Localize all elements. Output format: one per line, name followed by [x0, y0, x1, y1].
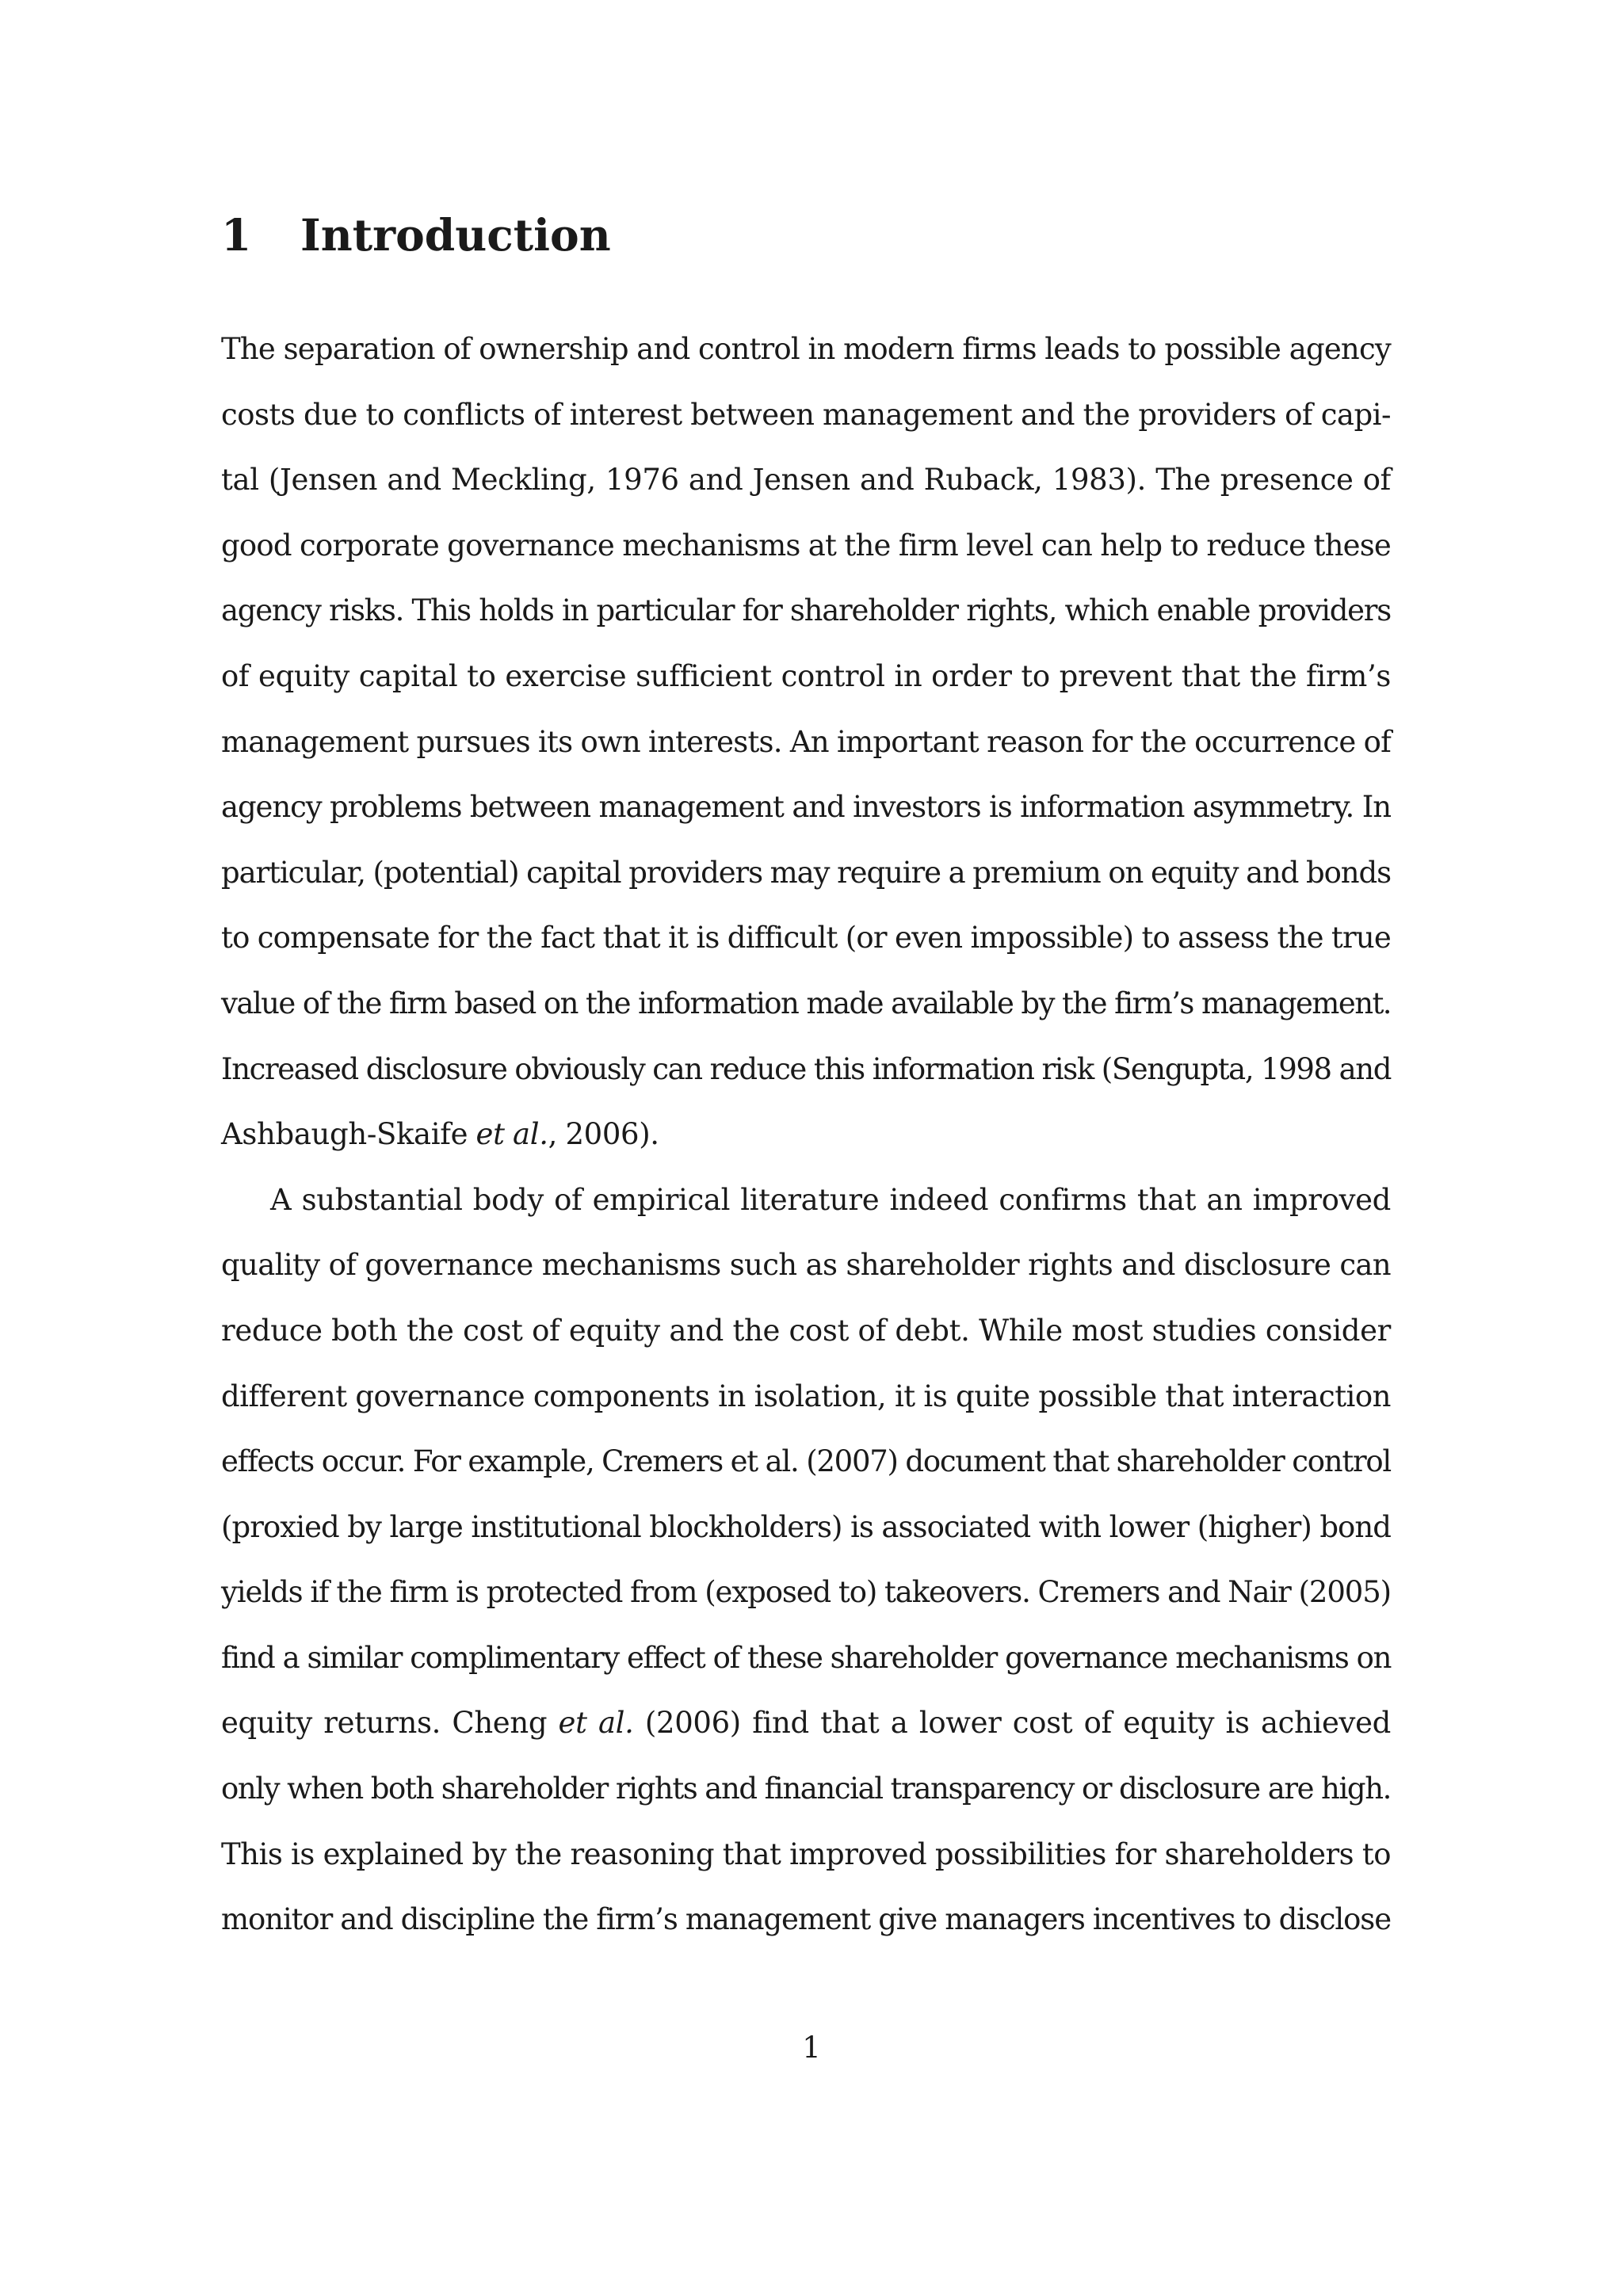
text-span: equity returns. Cheng [221, 1706, 559, 1741]
paragraph-2 [221, 1168, 1391, 1953]
text-line: (proxied by large institutional blockholders) is associated with lower (higher) bond [221, 1509, 1391, 1544]
text-line: agency problems between management and investors is information asymmetry. In [221, 790, 1391, 825]
text-line: find a similar complimentary effect of these shareholder governance mechanisms on [221, 1640, 1391, 1675]
text-line: good corporate governance mechanisms at the firm level can help to reduce these [221, 528, 1391, 563]
text-line: reduce both the cost of equity and the cost of debt. While most studies consider [221, 1313, 1391, 1348]
text-line: tal (Jensen and Meckling, 1976 and Jensen and Ruback, 1983). The presence of [221, 463, 1391, 498]
section-title: Introduction [300, 209, 611, 261]
paragraph-1 [221, 317, 1391, 1168]
body-text [221, 317, 1391, 1953]
italic-et-al: et al. [558, 1706, 634, 1741]
text-span: , 2006). [548, 1117, 659, 1152]
text-line: different governance components in isolation, it is quite possible that interaction [221, 1379, 1391, 1413]
text-line: agency risks. This holds in particular for shareholder rights, which enable providers [221, 593, 1391, 628]
text-line: particular, (potential) capital providers may require a premium on equity and bonds [221, 855, 1391, 890]
text-line: costs due to conflicts of interest between management and the providers of capi- [221, 397, 1391, 432]
text-line: Increased disclosure obviously can reduce this information risk (Sengupta, 1998 and [221, 1051, 1391, 1086]
text-line: management pursues its own interests. An important reason for the occurrence of [221, 724, 1391, 759]
text-line: monitor and discipline the firm’s management give managers incentives to disclose [221, 1902, 1391, 1937]
text-line-cheng [221, 1691, 1391, 1756]
section-heading [221, 208, 611, 263]
italic-et-al: et al. [475, 1117, 548, 1152]
text-line: quality of governance mechanisms such as shareholder rights and disclosure can [221, 1248, 1391, 1283]
text-line: This is explained by the reasoning that improved possibilities for shareholders to [221, 1836, 1391, 1871]
text-span: (2006) find that a lower cost of equity is achieved [633, 1706, 1391, 1741]
text-line: yields if the firm is protected from (exposed to) takeovers. Cremers and Nair (2005) [221, 1575, 1391, 1610]
text-line: The separation of ownership and control in modern firms leads to possible agency [221, 332, 1391, 366]
text-line-indented: A substantial body of empirical literature indeed confirms that an improved [270, 1182, 1391, 1217]
text-line-last [221, 1102, 1391, 1168]
section-number: 1 [221, 209, 252, 261]
text-span: Ashbaugh-Skaife [221, 1117, 476, 1152]
text-line: to compensate for the fact that it is difficult (or even impossible) to assess the true [221, 921, 1391, 955]
text-line: only when both shareholder rights and financial transparency or disclosure are high. [221, 1772, 1391, 1806]
text-line: value of the firm based on the information made available by the firm’s management. [221, 986, 1391, 1020]
text-line: of equity capital to exercise sufficient control in order to prevent that the firm’s [221, 658, 1391, 693]
text-line: effects occur. For example, Cremers et al. (2007) document that shareholder control [221, 1444, 1391, 1479]
page-number: 1 [802, 2031, 821, 2065]
